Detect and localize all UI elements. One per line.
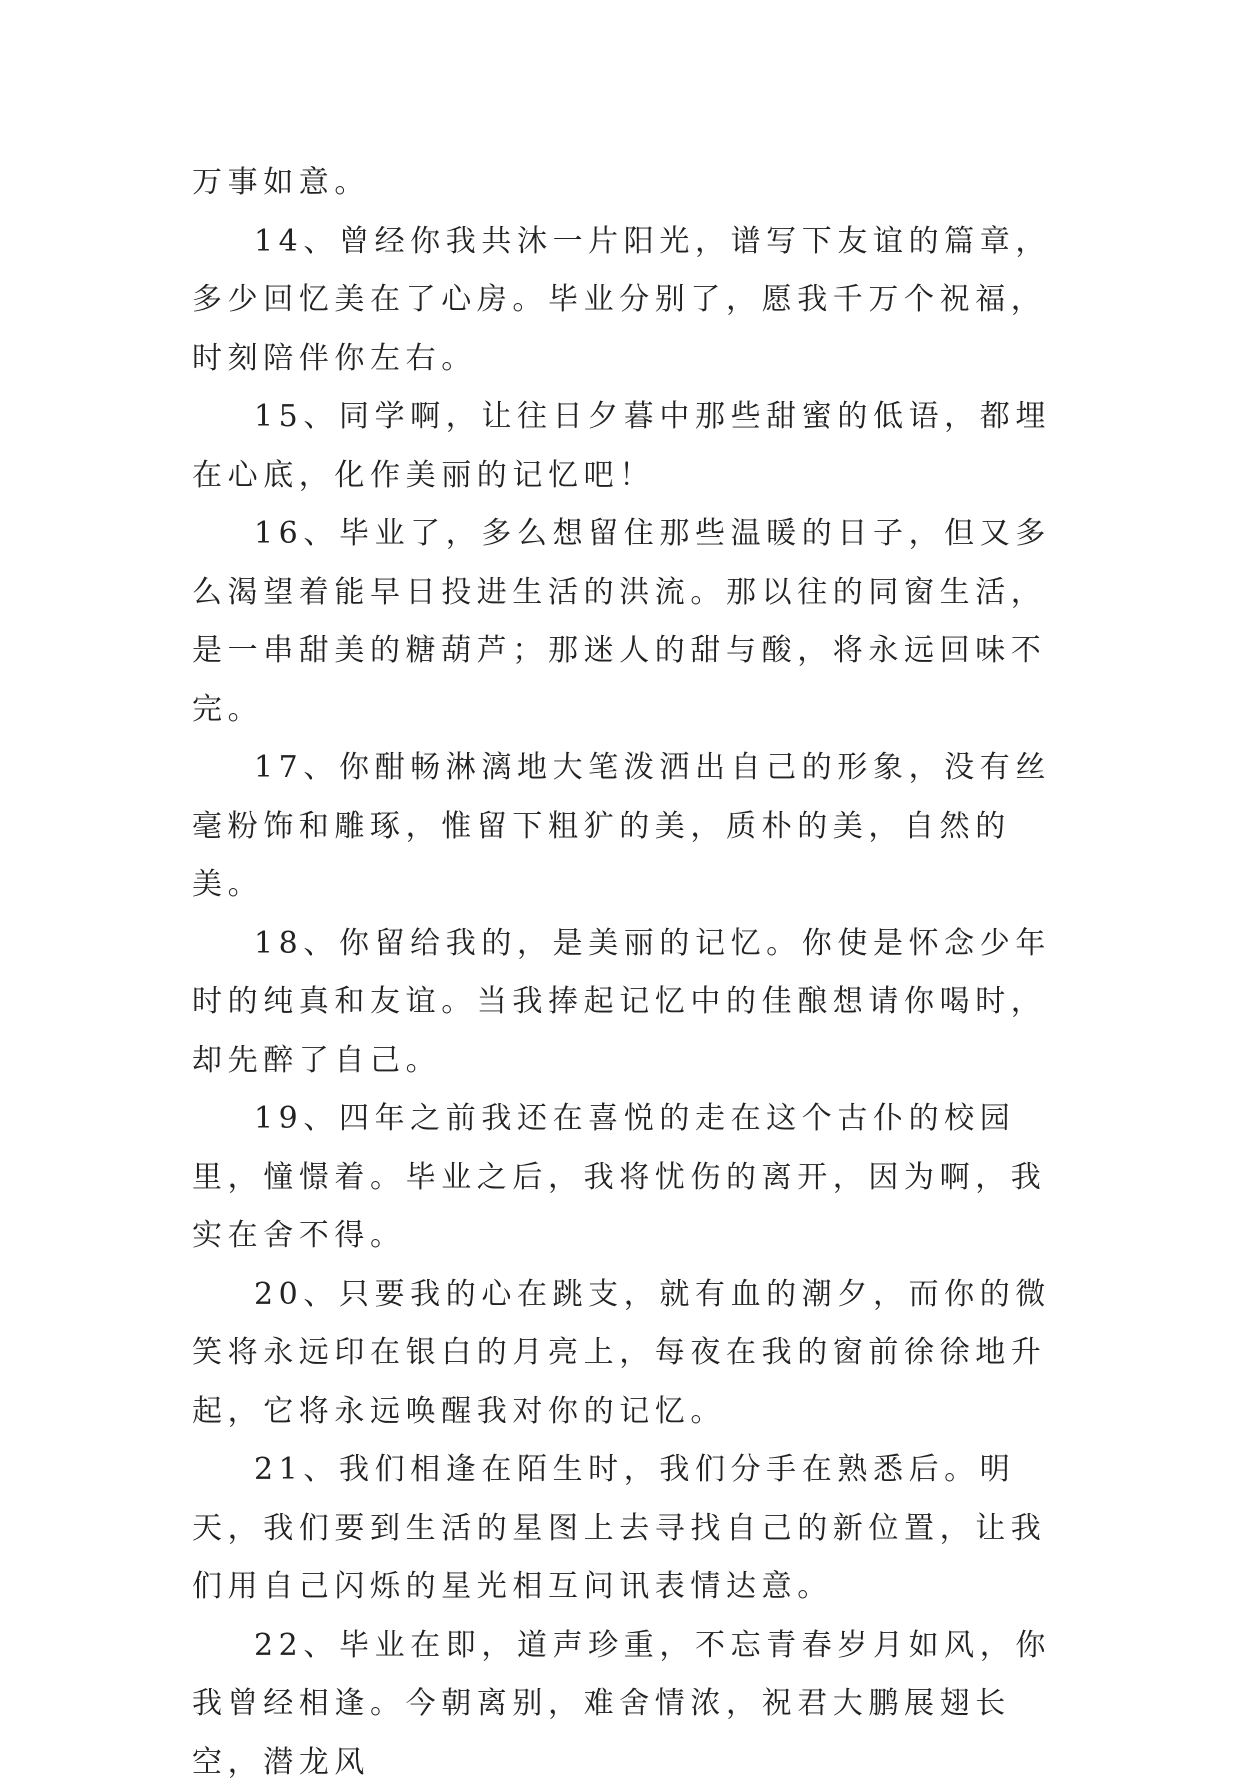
paragraph-item-19: 19、四年之前我还在喜悦的走在这个古仆的校园里，憧憬着。毕业之后，我将忧伤的离开，因为啊，我实在舍不得。	[192, 1090, 1060, 1266]
paragraph-item-21: 21、我们相逢在陌生时，我们分手在熟悉后。明天，我们要到生活的星图上去寻找自己的新位置，让我们用自己闪烁的星光相互问讯表情达意。	[192, 1441, 1060, 1617]
paragraph-item-20: 20、只要我的心在跳支，就有血的潮夕，而你的微笑将永远印在银白的月亮上，每夜在我的窗前徐徐地升起，它将永远唤醒我对你的记忆。	[192, 1266, 1060, 1442]
paragraph-item-14: 14、曾经你我共沐一片阳光，谱写下友谊的篇章，多少回忆美在了心房。毕业分别了，愿我千万个祝福，时刻陪伴你左右。	[192, 213, 1060, 389]
paragraph-item-18: 18、你留给我的，是美丽的记忆。你使是怀念少年时的纯真和友谊。当我捧起记忆中的佳酿想请你喝时，却先醉了自己。	[192, 915, 1060, 1091]
paragraph-continuation: 万事如意。	[192, 154, 1060, 213]
paragraph-item-16: 16、毕业了，多么想留住那些温暖的日子，但又多么渴望着能早日投进生活的洪流。那以往的同窗生活，是一串甜美的糖葫芦；那迷人的甜与酸，将永远回味不完。	[192, 505, 1060, 739]
paragraph-item-15: 15、同学啊，让往日夕暮中那些甜蜜的低语，都埋在心底，化作美丽的记忆吧！	[192, 388, 1060, 505]
document-page	[192, 154, 1060, 1792]
paragraph-item-17: 17、你酣畅淋漓地大笔泼洒出自己的形象，没有丝毫粉饰和雕琢，惟留下粗犷的美，质朴的美，自然的美。	[192, 739, 1060, 915]
paragraph-item-22: 22、毕业在即，道声珍重，不忘青春岁月如风，你我曾经相逢。今朝离别，难舍情浓，祝君大鹏展翅长空，潜龙风	[192, 1617, 1060, 1792]
